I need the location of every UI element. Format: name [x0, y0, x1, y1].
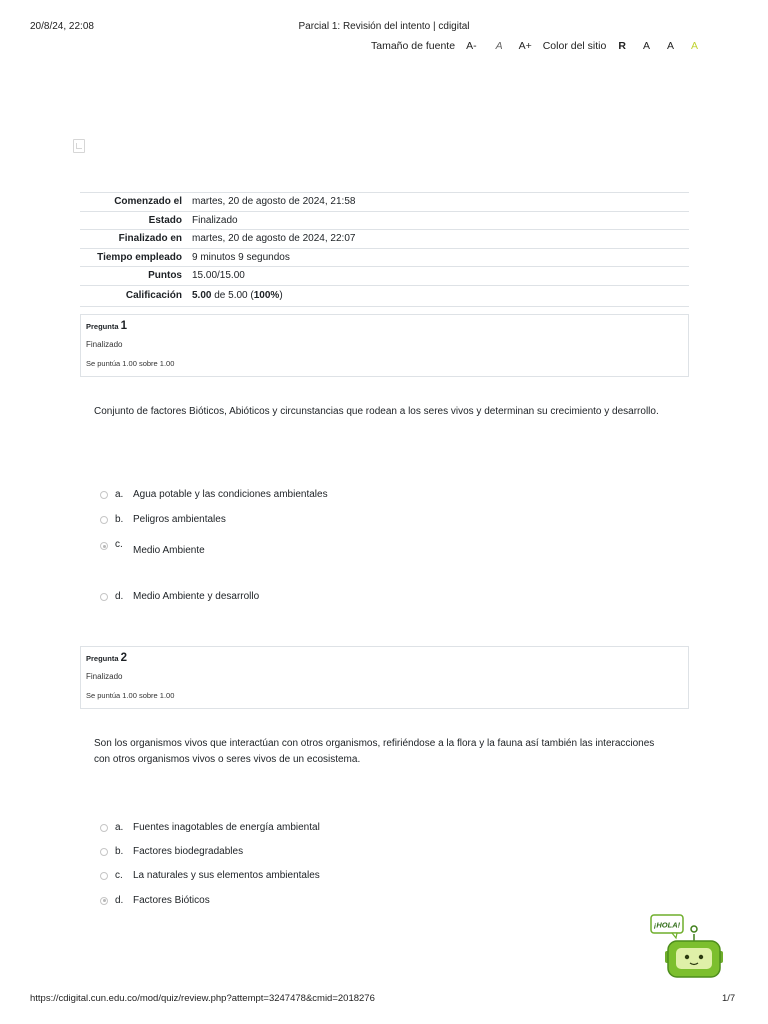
summary-label: Comenzado el [80, 193, 188, 212]
question-info-box [80, 314, 689, 377]
summary-value [188, 285, 689, 306]
question-text: Son los organismos vivos que interactúan con otros organismos, refiriéndose a la flora y la fauna así también las interacciones con otros organismos vivos o seres vivos de un ecosistema. [94, 738, 655, 765]
option-letter: a. [115, 822, 124, 833]
print-page-title: Parcial 1: Revisión del intento | cdigital [298, 21, 470, 32]
grade-score: 5.00 [192, 290, 212, 301]
option-text: La naturales y sus elementos ambientales [133, 870, 320, 881]
summary-row [80, 193, 689, 212]
site-color-label: Color del sitio [542, 40, 607, 52]
summary-label: Finalizado en [80, 230, 188, 249]
summary-value: martes, 20 de agosto de 2024, 22:07 [188, 230, 689, 249]
option-text: Agua potable y las condiciones ambientales [133, 489, 328, 500]
radio-button[interactable] [100, 824, 108, 832]
answer-option[interactable] [100, 514, 226, 525]
chatbot-bubble-text: ¡HOLA! [653, 920, 681, 930]
answer-option[interactable] [100, 870, 320, 881]
summary-row [80, 285, 689, 306]
radio-button[interactable] [100, 848, 108, 856]
color-button-a1[interactable]: A [642, 40, 650, 52]
answer-option[interactable] [100, 846, 243, 857]
summary-value: Finalizado [188, 211, 689, 230]
broken-image-icon [73, 139, 85, 153]
option-text: Fuentes inagotables de energía ambiental [133, 822, 320, 833]
option-text: Factores biodegradables [133, 846, 244, 857]
question-grade: Se puntúa 1.00 sobre 1.00 [86, 691, 175, 700]
color-button-a2[interactable]: A [666, 40, 674, 52]
color-button-a3[interactable]: A [690, 40, 698, 52]
option-letter: b. [115, 514, 124, 525]
chatbot-widget[interactable] [650, 914, 726, 982]
summary-row [80, 230, 689, 249]
grade-max: de 5.00 ( [211, 290, 254, 301]
option-letter: d. [115, 591, 124, 602]
summary-value: martes, 20 de agosto de 2024, 21:58 [188, 193, 689, 212]
option-letter: d. [115, 895, 124, 906]
color-button-r[interactable]: R [618, 40, 626, 52]
question-state: Finalizado [86, 340, 123, 349]
grade-percent: 100% [253, 290, 280, 301]
summary-row [80, 211, 689, 230]
attempt-summary-table [80, 192, 689, 307]
radio-button-selected[interactable] [100, 542, 108, 550]
summary-row [80, 248, 689, 267]
grade-close: ) [279, 290, 283, 301]
answer-option[interactable] [100, 591, 259, 602]
robot-icon [650, 914, 726, 982]
option-text: Factores Bióticos [133, 895, 210, 906]
summary-label: Tiempo empleado [80, 248, 188, 267]
accessibility-bar [371, 40, 698, 52]
option-letter: b. [115, 846, 124, 857]
font-decrease-button[interactable]: A- [466, 40, 477, 52]
answer-option[interactable] [100, 489, 328, 500]
summary-label: Estado [80, 211, 188, 230]
option-letter: a. [115, 489, 124, 500]
summary-label: Puntos [80, 267, 188, 286]
font-increase-button[interactable]: A+ [518, 40, 532, 52]
summary-value: 15.00/15.00 [188, 267, 689, 286]
radio-button[interactable] [100, 593, 108, 601]
question-text: Conjunto de factores Bióticos, Abióticos y circunstancias que rodean a los seres vivos y determinan su crecimiento y desarrollo. [94, 406, 659, 417]
radio-button-selected[interactable] [100, 897, 108, 905]
font-reset-button[interactable]: A [495, 40, 503, 52]
summary-label: Calificación [80, 285, 188, 306]
option-text: Peligros ambientales [133, 514, 226, 525]
radio-button[interactable] [100, 491, 108, 499]
option-letter: c. [115, 539, 123, 550]
summary-row [80, 267, 689, 286]
question-number: Pregunta 1 [86, 320, 128, 332]
option-text: Medio Ambiente y desarrollo [133, 591, 260, 602]
print-datetime: 20/8/24, 22:08 [30, 21, 94, 32]
answer-option[interactable] [100, 539, 205, 556]
question-number: Pregunta 2 [86, 652, 128, 664]
radio-button[interactable] [100, 516, 108, 524]
radio-button[interactable] [100, 872, 108, 880]
summary-value: 9 minutos 9 segundos [188, 248, 689, 267]
answer-option[interactable] [100, 822, 320, 833]
question-info-box [80, 646, 689, 709]
option-letter: c. [115, 870, 123, 881]
question-grade: Se puntúa 1.00 sobre 1.00 [86, 359, 175, 368]
answer-option[interactable] [100, 895, 210, 906]
question-state: Finalizado [86, 672, 123, 681]
print-footer-url: https://cdigital.cun.edu.co/mod/quiz/review.php?attempt=3247478&cmid=2018276 [30, 993, 375, 1004]
font-size-label: Tamaño de fuente [371, 40, 456, 52]
option-text: Medio Ambiente [133, 545, 205, 556]
print-page-number: 1/7 [722, 993, 736, 1004]
